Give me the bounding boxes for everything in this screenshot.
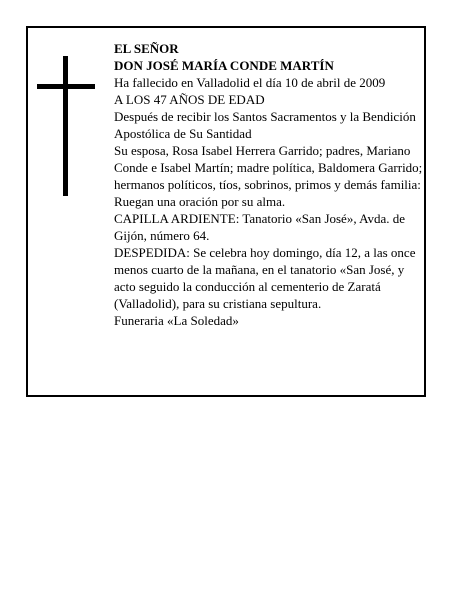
sacraments-statement: Después de recibir los Santos Sacramentos y la Bendición Apostólica de Su Santidad: [114, 109, 416, 141]
obituary-text: [114, 40, 426, 329]
family-list: Su esposa, Rosa Isabel Herrera Garrido; padres, Mariano Conde e Isabel Martín; madre política, Baldomera Garrido; hermanos políticos, tíos, sobrinos, primos y demás familia:: [114, 143, 423, 192]
prayer-request: Ruegan una oración por su alma.: [114, 194, 286, 209]
chapel-info: CAPILLA ARDIENTE: Tanatorio «San José», Avda. de Gijón, número 64.: [114, 211, 406, 243]
cross-horizontal-bar: [37, 84, 95, 89]
death-statement: Ha fallecido en Valladolid el día 10 de abril de 2009: [114, 75, 386, 90]
deceased-title: EL SEÑOR: [114, 41, 179, 56]
age-statement: A LOS 47 AÑOS DE EDAD: [114, 92, 265, 107]
cross-vertical-bar: [63, 56, 68, 196]
deceased-name: DON JOSÉ MARÍA CONDE MARTÍN: [114, 58, 334, 73]
farewell-info: DESPEDIDA: Se celebra hoy domingo, día 12, a las once menos cuarto de la mañana, en el tanatorio «San José, y acto seguido la conducción al cementerio de Zaratá (Valladolid), para su cristiana sepultura.: [114, 245, 416, 311]
funeral-home: Funeraria «La Soledad»: [114, 313, 239, 328]
